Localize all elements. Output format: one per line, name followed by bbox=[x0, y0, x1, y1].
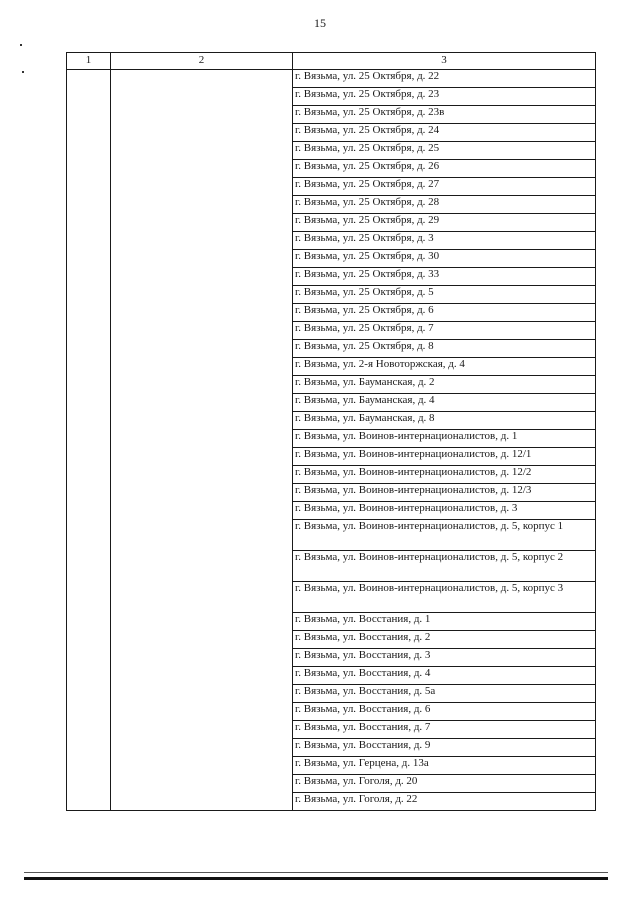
address-cell: г. Вязьма, ул. Воинов-интернационалистов, д. 5, корпус 3 bbox=[293, 582, 596, 613]
address-cell: г. Вязьма, ул. Гоголя, д. 20 bbox=[293, 775, 596, 793]
address-cell: г. Вязьма, ул. Восстания, д. 2 bbox=[293, 631, 596, 649]
table-header-row bbox=[67, 53, 596, 70]
address-cell: г. Вязьма, ул. Восстания, д. 6 bbox=[293, 703, 596, 721]
address-cell: г. Вязьма, ул. 25 Октября, д. 6 bbox=[293, 304, 596, 322]
column-1-cell bbox=[67, 70, 111, 811]
address-cell: г. Вязьма, ул. Бауманская, д. 8 bbox=[293, 412, 596, 430]
address-cell: г. Вязьма, ул. 25 Октября, д. 7 bbox=[293, 322, 596, 340]
address-cell: г. Вязьма, ул. Восстания, д. 4 bbox=[293, 667, 596, 685]
address-cell: г. Вязьма, ул. Восстания, д. 7 bbox=[293, 721, 596, 739]
address-cell: г. Вязьма, ул. Бауманская, д. 2 bbox=[293, 376, 596, 394]
address-cell: г. Вязьма, ул. 25 Октября, д. 3 bbox=[293, 232, 596, 250]
address-cell: г. Вязьма, ул. Воинов-интернационалистов, д. 12/1 bbox=[293, 448, 596, 466]
address-table bbox=[66, 52, 596, 811]
address-cell: г. Вязьма, ул. Восстания, д. 3 bbox=[293, 649, 596, 667]
address-cell: г. Вязьма, ул. 25 Октября, д. 25 bbox=[293, 142, 596, 160]
address-cell: г. Вязьма, ул. 2-я Новоторжская, д. 4 bbox=[293, 358, 596, 376]
address-cell: г. Вязьма, ул. Воинов-интернационалистов, д. 12/2 bbox=[293, 466, 596, 484]
address-cell: г. Вязьма, ул. Воинов-интернационалистов, д. 5, корпус 1 bbox=[293, 520, 596, 551]
address-cell: г. Вязьма, ул. 25 Октября, д. 24 bbox=[293, 124, 596, 142]
address-cell: г. Вязьма, ул. 25 Октября, д. 30 bbox=[293, 250, 596, 268]
address-cell: г. Вязьма, ул. Воинов-интернационалистов, д. 3 bbox=[293, 502, 596, 520]
address-cell: г. Вязьма, ул. 25 Октября, д. 22 bbox=[293, 70, 596, 88]
address-cell: г. Вязьма, ул. 25 Октября, д. 26 bbox=[293, 160, 596, 178]
address-cell: г. Вязьма, ул. Герцена, д. 13а bbox=[293, 757, 596, 775]
address-cell: г. Вязьма, ул. Воинов-интернационалистов, д. 5, корпус 2 bbox=[293, 551, 596, 582]
address-cell: г. Вязьма, ул. Бауманская, д. 4 bbox=[293, 394, 596, 412]
column-header-3: 3 bbox=[293, 53, 596, 70]
column-header-2: 2 bbox=[111, 53, 293, 70]
address-cell: г. Вязьма, ул. 25 Октября, д. 8 bbox=[293, 340, 596, 358]
footer-rule-thin bbox=[24, 872, 608, 873]
address-cell: г. Вязьма, ул. Восстания, д. 9 bbox=[293, 739, 596, 757]
address-cell: г. Вязьма, ул. Воинов-интернационалистов, д. 1 bbox=[293, 430, 596, 448]
address-cell: г. Вязьма, ул. Восстания, д. 5а bbox=[293, 685, 596, 703]
column-2-cell bbox=[111, 70, 293, 811]
address-cell: г. Вязьма, ул. 25 Октября, д. 28 bbox=[293, 196, 596, 214]
scan-speck bbox=[22, 71, 24, 73]
address-cell: г. Вязьма, ул. Гоголя, д. 22 bbox=[293, 793, 596, 811]
scan-speck bbox=[20, 44, 22, 46]
table-body bbox=[67, 70, 596, 811]
address-cell: г. Вязьма, ул. 25 Октября, д. 29 bbox=[293, 214, 596, 232]
address-cell: г. Вязьма, ул. 25 Октября, д. 33 bbox=[293, 268, 596, 286]
table-row bbox=[67, 70, 596, 88]
column-header-1: 1 bbox=[67, 53, 111, 70]
address-cell: г. Вязьма, ул. Воинов-интернационалистов, д. 12/3 bbox=[293, 484, 596, 502]
footer-rule bbox=[24, 877, 608, 880]
address-cell: г. Вязьма, ул. 25 Октября, д. 5 bbox=[293, 286, 596, 304]
address-cell: г. Вязьма, ул. 25 Октября, д. 27 bbox=[293, 178, 596, 196]
address-cell: г. Вязьма, ул. 25 Октября, д. 23 bbox=[293, 88, 596, 106]
address-cell: г. Вязьма, ул. Восстания, д. 1 bbox=[293, 613, 596, 631]
address-cell: г. Вязьма, ул. 25 Октября, д. 23в bbox=[293, 106, 596, 124]
page-number: 15 bbox=[314, 16, 326, 30]
